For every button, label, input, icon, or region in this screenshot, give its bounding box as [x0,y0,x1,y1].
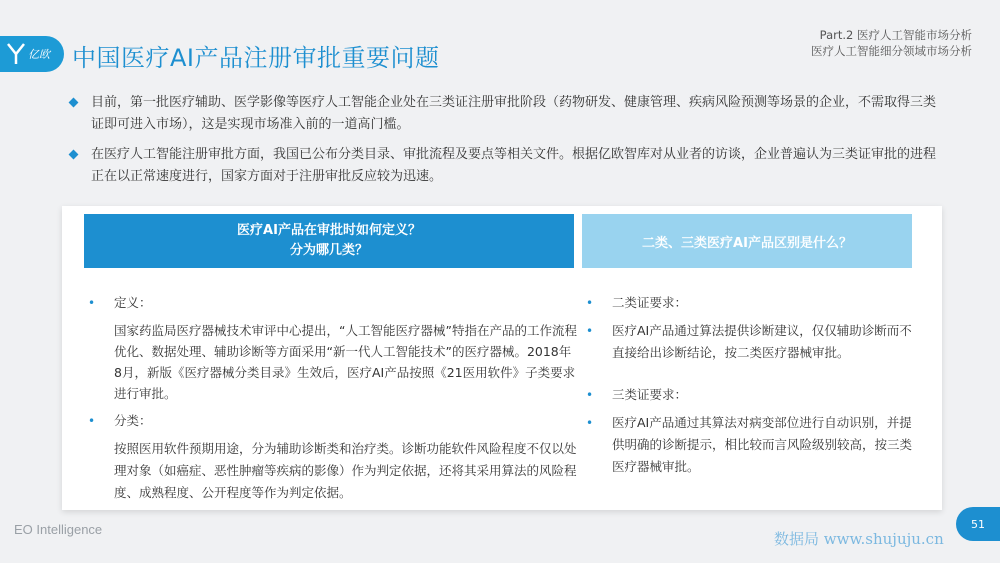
definition-label: 定义： [114,295,152,310]
section-label-line1: Part.2 医疗人工智能市场分析 [819,28,972,42]
intro-text: 在医疗人工智能注册审批方面，我国已公布分类目录、审批流程及要点等相关文件。根据亿欧智库对从业者的访谈，企业普遍认为三类证审批的进程正在以正常速度进行，国家方面对于注册审批反应较为迅速。 [91,147,937,184]
diamond-bullet-icon [69,150,79,160]
content-panel [62,206,942,510]
footer-brand: EO Intelligence [14,522,103,537]
class2-text: 医疗AI产品通过算法提供诊断建议，仅仅辅助诊断而不直接给出诊断结论，按二类医疗器械审批。 [612,323,912,360]
class2-label: 二类证要求： [612,295,688,310]
category-label: 分类： [114,413,152,428]
intro-bullet [64,92,944,136]
logo-mark-icon [6,42,26,66]
class2-detail [586,320,916,364]
bullet-dot-icon: • [586,388,594,402]
class3-detail [586,412,916,478]
left-column [88,292,578,504]
definition-text: 国家药监局医疗器械技术审评中心提出，“人工智能医疗器械”特指在产品的工作流程优化、数据处理、辅助诊断等方面采用“新一代人工智能技术”的医疗器械。2018年8月，新版《医疗器械分类目录》生效后，医疗AI产品按照《21医用软件》子类要求进行审批。 [114,323,577,401]
left-header [84,214,574,268]
page-number: 51 [956,507,1000,541]
class3-label: 三类证要求： [612,387,688,402]
section-label-line2: 医疗人工智能细分领域市场分析 [811,44,972,58]
class3-item [586,384,916,406]
right-header [582,214,912,268]
logo [0,36,64,72]
diamond-bullet-icon [69,98,79,108]
bullet-dot-icon: • [586,416,594,430]
category-text: 按照医用软件预期用途，分为辅助诊断类和治疗类。诊断功能软件风险程度不仅以处理对象（如癌症、恶性肿瘤等疾病的影像）作为判定依据，还将其采用算法的风险程度、成熟程度、公开程度等作为判定依据。 [114,441,577,500]
section-label [811,27,972,59]
right-header-text: 二类、三类医疗AI产品区别是什么？ [642,235,852,251]
class3-text: 医疗AI产品通过其算法对病变部位进行自动识别，并提供明确的诊断提示，相比较而言风险级别较高，按三类医疗器械审批。 [612,415,913,474]
bullet-dot-icon: • [586,296,594,310]
definition-item [88,292,578,314]
right-column [586,292,916,478]
bullet-dot-icon: • [88,296,96,310]
left-header-line2: 分为哪几类？ [289,243,368,258]
class2-item [586,292,916,314]
intro-bullets [64,92,944,196]
logo-text: 亿欧 [28,48,50,61]
category-item [88,410,578,432]
watermark: 数据局 www.shujuju.cn [774,530,944,548]
intro-text: 目前，第一批医疗辅助、医学影像等医疗人工智能企业处在三类证注册审批阶段（药物研发、健康管理、疾病风险预测等场景的企业，不需取得三类证即可进入市场），这是实现市场准入前的一道高门槛。 [91,95,937,132]
intro-bullet [64,144,944,188]
bullet-dot-icon: • [88,414,96,428]
page-title: 中国医疗AI产品注册审批重要问题 [72,44,440,72]
left-header-line1: 医疗AI产品在审批时如何定义？ [237,223,421,238]
bullet-dot-icon: • [586,324,594,338]
